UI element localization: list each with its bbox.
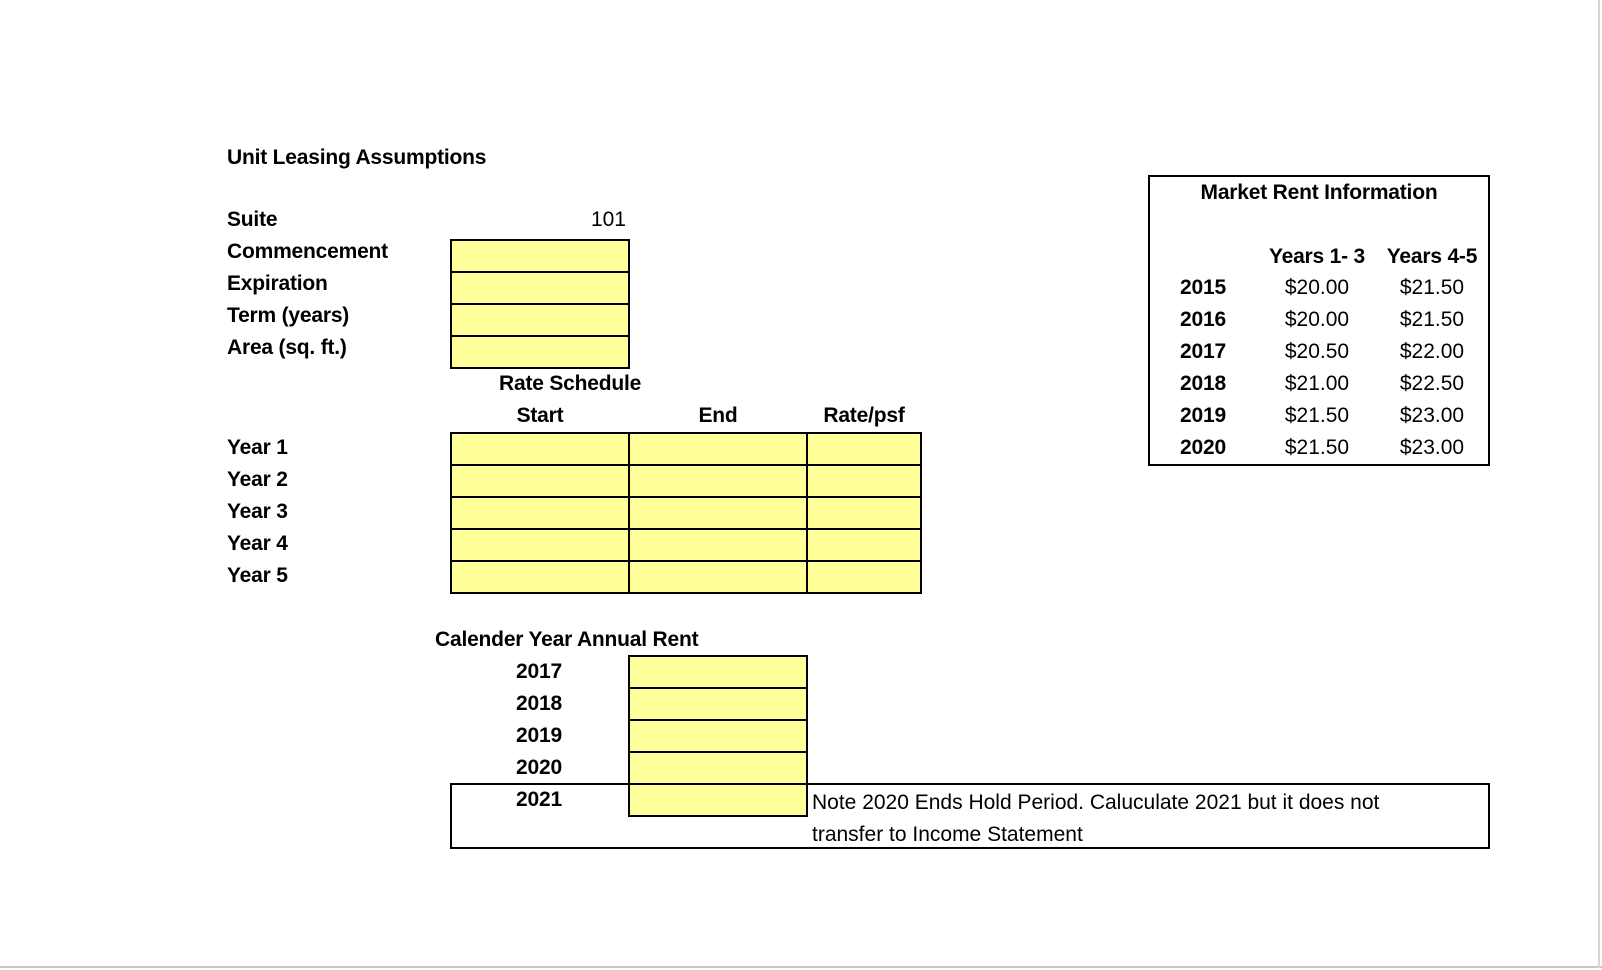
market-rent-value: $22.50 <box>1399 372 1465 395</box>
rate-psf-cell[interactable] <box>806 464 922 498</box>
market-rent-year: 2020 <box>1180 436 1226 459</box>
note-line-2: transfer to Income Statement <box>812 823 1083 846</box>
market-rent-value: $20.00 <box>1284 276 1350 299</box>
annual-rent-cell[interactable] <box>628 655 808 689</box>
area-label: Area (sq. ft.) <box>227 336 347 359</box>
rate-row-label: Year 2 <box>227 468 288 491</box>
rate-psf-cell[interactable] <box>806 560 922 594</box>
term-label: Term (years) <box>227 304 350 327</box>
annual-rent-cell[interactable] <box>628 719 808 753</box>
commencement-label: Commencement <box>227 240 388 263</box>
rate-row-label: Year 4 <box>227 532 288 555</box>
market-rent-value: $21.50 <box>1399 276 1465 299</box>
annual-rent-cell[interactable] <box>628 783 808 817</box>
market-rent-year: 2018 <box>1180 372 1226 395</box>
rate-row-label: Year 1 <box>227 436 288 459</box>
rate-start-cell[interactable] <box>450 528 630 562</box>
rate-start-cell[interactable] <box>450 496 630 530</box>
market-rent-value: $21.00 <box>1284 372 1350 395</box>
rate-schedule-end-header: End <box>698 404 738 427</box>
market-rent-col-a-header: Years 1- 3 <box>1268 245 1366 268</box>
sheet-title: Unit Leasing Assumptions <box>227 146 487 169</box>
rate-start-cell[interactable] <box>450 560 630 594</box>
sheet-right-edge <box>1598 0 1600 968</box>
rate-schedule-title: Rate Schedule <box>499 372 642 395</box>
suite-value[interactable]: 101 <box>590 208 626 231</box>
market-rent-value: $20.50 <box>1284 340 1350 363</box>
market-rent-value: $21.50 <box>1284 404 1350 427</box>
rate-psf-cell[interactable] <box>806 528 922 562</box>
commencement-input[interactable] <box>450 239 630 273</box>
term-input[interactable] <box>450 303 630 337</box>
market-rent-year: 2016 <box>1180 308 1226 331</box>
sheet-bottom-edge <box>0 966 1602 968</box>
market-rent-value: $21.50 <box>1284 436 1350 459</box>
rate-start-cell[interactable] <box>450 432 630 466</box>
rate-end-cell[interactable] <box>628 432 808 466</box>
annual-rent-year-label: 2020 <box>516 756 562 779</box>
market-rent-col-b-header: Years 4-5 <box>1386 245 1478 268</box>
rate-end-cell[interactable] <box>628 528 808 562</box>
rate-psf-cell[interactable] <box>806 432 922 466</box>
expiration-label: Expiration <box>227 272 328 295</box>
annual-rent-cell[interactable] <box>628 751 808 785</box>
market-rent-value: $21.50 <box>1399 308 1465 331</box>
annual-rent-cell[interactable] <box>628 687 808 721</box>
market-rent-value: $22.00 <box>1399 340 1465 363</box>
market-rent-value: $20.00 <box>1284 308 1350 331</box>
annual-rent-year-label: 2018 <box>516 692 562 715</box>
rate-schedule-rate-header: Rate/psf <box>823 404 905 427</box>
annual-rent-title: Calender Year Annual Rent <box>435 628 699 651</box>
market-rent-title: Market Rent Information <box>1200 181 1438 204</box>
rate-schedule-start-header: Start <box>516 404 564 427</box>
expiration-input[interactable] <box>450 271 630 305</box>
rate-end-cell[interactable] <box>628 464 808 498</box>
rate-row-label: Year 5 <box>227 564 288 587</box>
note-line-1: Note 2020 Ends Hold Period. Caluculate 2021 but it does not <box>812 791 1380 814</box>
market-rent-value: $23.00 <box>1399 436 1465 459</box>
market-rent-year: 2019 <box>1180 404 1226 427</box>
rate-end-cell[interactable] <box>628 560 808 594</box>
suite-label: Suite <box>227 208 278 231</box>
market-rent-year: 2015 <box>1180 276 1226 299</box>
annual-rent-year-label: 2021 <box>516 788 562 811</box>
market-rent-year: 2017 <box>1180 340 1226 363</box>
annual-rent-year-label: 2017 <box>516 660 562 683</box>
rate-end-cell[interactable] <box>628 496 808 530</box>
rate-psf-cell[interactable] <box>806 496 922 530</box>
area-input[interactable] <box>450 335 630 369</box>
market-rent-value: $23.00 <box>1399 404 1465 427</box>
annual-rent-year-label: 2019 <box>516 724 562 747</box>
rate-row-label: Year 3 <box>227 500 288 523</box>
rate-start-cell[interactable] <box>450 464 630 498</box>
